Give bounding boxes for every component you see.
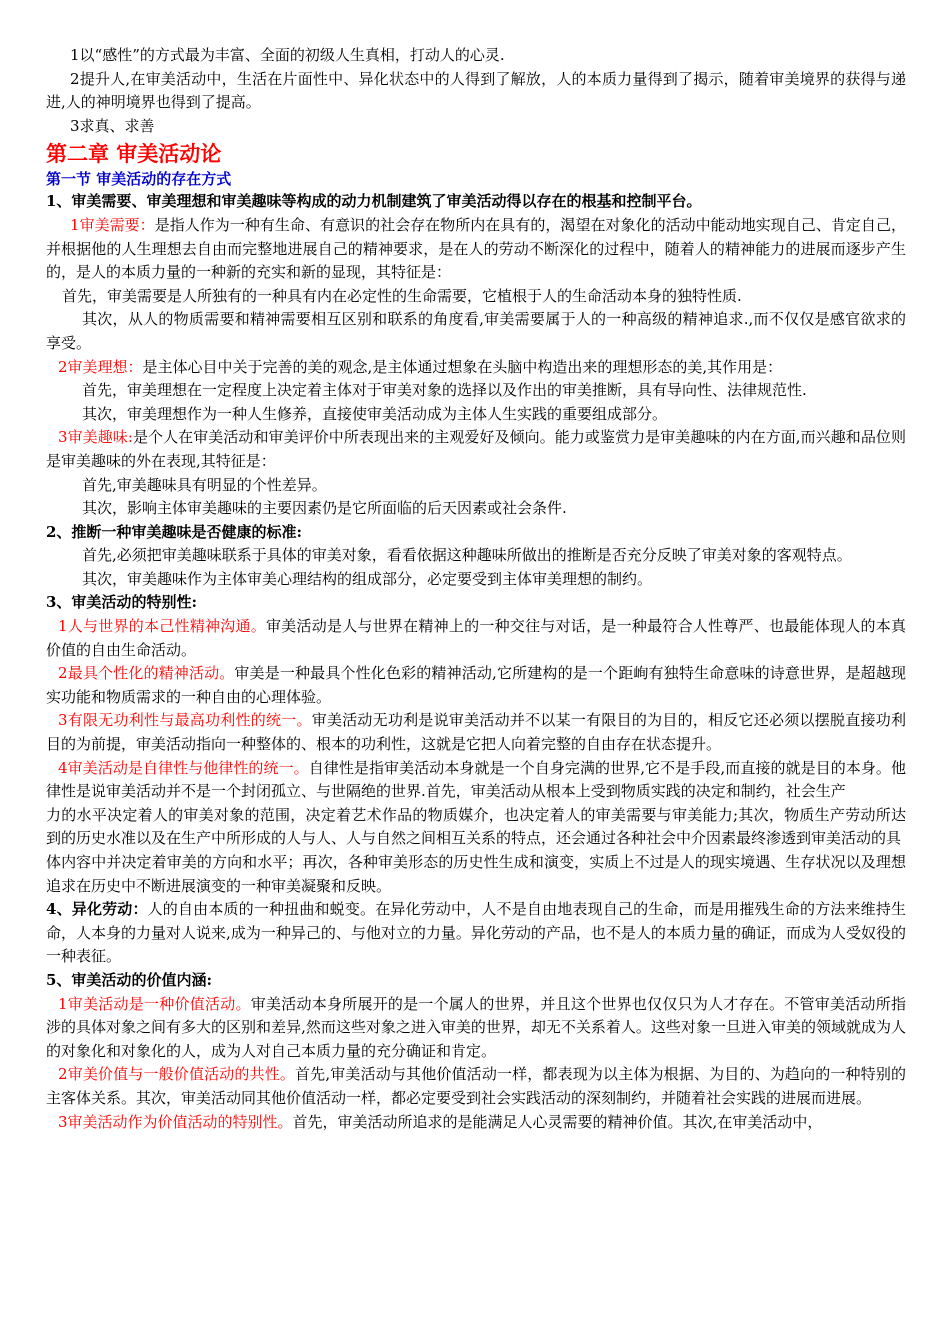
point-2-heading: 2、推断一种审美趣味是否健康的标准: xyxy=(46,522,302,541)
particularity-item-4-text: 自律性是指审美活动本身就是一个自身完满的世界,它不是手段,而直接的就是目的本身。他律性是说审美活动并不是一个封闭孤立、与世隔绝的世界.首先，审美活动从根本上受到物质实践的决定和制约，社会生产 xyxy=(46,758,907,801)
aesthetic-ideal-definition xyxy=(46,356,906,380)
particularity-item-2 xyxy=(46,662,906,709)
value-item-3 xyxy=(46,1111,906,1135)
aesthetic-ideal-function-2: 其次，审美理想作为一种人生修养，直接使审美活动成为主体人生实践的重要组成部分。 xyxy=(82,404,668,423)
aesthetic-need-feature-1: 首先，审美需要是人所独有的一种具有内在必定性的生命需要，它植根于人的生命活动本身的独特性质. xyxy=(62,286,742,305)
particularity-item-3 xyxy=(46,709,906,756)
particularity-item-2-label: 2最具个性化的精神活动。 xyxy=(58,664,235,683)
point-5-heading: 5、审美活动的价值内涵: xyxy=(46,970,212,989)
value-item-2-text: 首先,审美活动与其他价值活动一样，都表现为以主体为根据、为目的、为趋向的一种特别的主客体关系。其次，审美活动同其他价值活动一样，都必定要受到社会实践活动的深刻制约，并随着社会实践的进展而进展。 xyxy=(46,1065,906,1107)
aesthetic-taste-definition xyxy=(46,426,906,473)
alienated-labor-paragraph xyxy=(46,898,906,969)
aesthetic-need-feature-2: 其次，从人的物质需要和精神需要相互区别和联系的角度看,审美需要属于人的一种高级的精神追求.,而不仅仅是感官欲求的享受。 xyxy=(46,310,906,352)
value-item-1-text: 审美活动本身所展开的是一个属人的世界，并且这个世界也仅仅只为人才存在。不管审美活动所指涉的具体对象之间有多大的区别和差异,然而这些对象之进入审美的世界，却无不关系着人。这些对象一旦进入审美的领域就成为人的对象化和对象化的人，成为人对自己本质力量的充分确证和肯定。 xyxy=(46,994,907,1060)
point-3-heading: 3、审美活动的特别性: xyxy=(46,593,197,612)
aesthetic-ideal-label: 2审美理想： xyxy=(58,357,143,376)
particularity-item-1-text: 审美活动是人与世界在精神上的一种交往与对话，是一种最符合人性尊严、也最能体现人的本真价值的自由生命活动。 xyxy=(46,617,906,659)
value-item-2-label: 2审美价值与一般价值活动的共性。 xyxy=(58,1065,296,1084)
particularity-item-1-label: 1人与世界的本己性精神沟通。 xyxy=(58,617,266,636)
aesthetic-taste-text: 是个人在审美活动和审美评价中所表现出来的主观爱好及倾向。能力或鉴赏力是审美趣味的内在方面,而兴趣和品位则是审美趣味的外在表现,其特征是： xyxy=(46,428,906,470)
intro-paragraph-2: 2提升人,在审美活动中，生活在片面性中、异化状态中的人得到了解放，人的本质力量得到了揭示，随着审美境界的获得与递进,人的神明境界也得到了提高。 xyxy=(46,69,906,112)
aesthetic-need-definition xyxy=(46,214,906,285)
aesthetic-taste-feature-1: 首先,审美趣味具有明显的个性差异。 xyxy=(82,475,327,494)
particularity-item-3-text: 审美活动无功利是说审美活动并不以某一有限目的为目的，相反它还必须以摆脱直接功利目的为前提，审美活动指向一种整体的、根本的功利性，这就是它把人向着完整的自由存在状态提升。 xyxy=(46,711,906,754)
aesthetic-ideal-text: 是主体心目中关于完善的美的观念,是主体通过想象在头脑中构造出来的理想形态的美,其作用是： xyxy=(142,357,783,376)
point-4-heading: 4、异化劳动： xyxy=(46,900,148,919)
intro-paragraph-3: 3求真、求善 xyxy=(70,116,155,135)
aesthetic-ideal-function-1: 首先，审美理想在一定程度上决定着主体对于审美对象的选择以及作出的审美推断，具有导向性、法律规范性. xyxy=(82,381,807,400)
intro-paragraph-1: 1以“感性”的方式最为丰富、全面的初级人生真相，打动人的心灵. xyxy=(70,46,505,64)
particularity-item-4-label: 4审美活动是自律性与他律性的统一。 xyxy=(58,758,309,777)
value-item-3-label: 3审美活动作为价值活动的特别性。 xyxy=(58,1112,293,1131)
taste-standard-1: 首先,必须把审美趣味联系于具体的审美对象，看看依据这种趣味所做出的推断是否充分反映了审美对象的客观特点。 xyxy=(82,546,852,565)
value-item-2 xyxy=(46,1063,906,1110)
chapter-title: 第二章 审美活动论 xyxy=(46,142,222,167)
particularity-item-4-continued-1: 力的水平决定着人的审美对象的范围，决定着艺术作品的物质媒介，也决定着人的审美需要与审美能力;其次，物质生产劳动所达到的历史水准以及在生产中所形成的人与人、人与自然之间相互关系的特点，还会通过各种社会中介因素最终渗透到审美活动的具 xyxy=(46,805,906,848)
point-1-heading: 1、审美需要、审美理想和审美趣味等构成的动力机制建筑了审美活动得以存在的根基和控制平台。 xyxy=(46,192,702,211)
particularity-item-1 xyxy=(46,615,906,662)
section-title: 第一节 审美活动的存在方式 xyxy=(46,170,232,189)
value-item-1-label: 1审美活动是一种价值活动。 xyxy=(58,994,251,1013)
aesthetic-need-text: 是指人作为一种有生命、有意识的社会存在物所内在具有的，渴望在对象化的活动中能动地实现自己、肯定自己，并根据他的人生理想去自由而完整地进展自己的精神要求，是在人的劳动不断深化的过程中，随着人的精神能力的进展而逐步产生的，是人的本质力量的一种新的充实和新的显现，其特征是： xyxy=(46,215,906,282)
particularity-item-3-label: 3有限无功利性与最高功利性的统一。 xyxy=(58,711,312,730)
alienated-labor-text: 人的自由本质的一种扭曲和蜕变。在异化劳动中，人不是自由地表现自己的生命，而是用摧残生命的方法来维持生命，人本身的力量对人说来,成为一种异己的、与他对立的力量。异化劳动的产品，也不是人的本质力量的确证，而成为人受奴役的一种表征。 xyxy=(46,900,906,966)
aesthetic-need-label: 1审美需要： xyxy=(70,215,155,234)
particularity-item-2-text: 审美是一种最具个性化色彩的精神活动,它所建构的是一个距峋有独特生命意味的诗意世界，是超越现实功能和物质需求的一种自由的心理体验。 xyxy=(46,664,906,706)
aesthetic-taste-label: 3审美趣味: xyxy=(58,428,133,447)
aesthetic-taste-feature-2: 其次，影响主体审美趣味的主要因素仍是它所面临的后天因素或社会条件. xyxy=(82,499,567,518)
particularity-item-4 xyxy=(46,757,906,804)
value-item-1 xyxy=(46,993,906,1064)
value-item-3-text: 首先，审美活动所追求的是能满足人心灵需要的精神价值。其次,在审美活动中， xyxy=(292,1112,823,1131)
taste-standard-2: 其次，审美趣味作为主体审美心理结构的组成部分，必定要受到主体审美理想的制约。 xyxy=(82,569,653,588)
particularity-item-4-continued-2: 体内容中并决定着审美的方向和水平；再次，各种审美形态的历史性生成和演变，实质上不过是人的现实境遇、生存状况以及理想追求在历史中不断进展演变的一种审美凝聚和反映。 xyxy=(46,853,906,895)
